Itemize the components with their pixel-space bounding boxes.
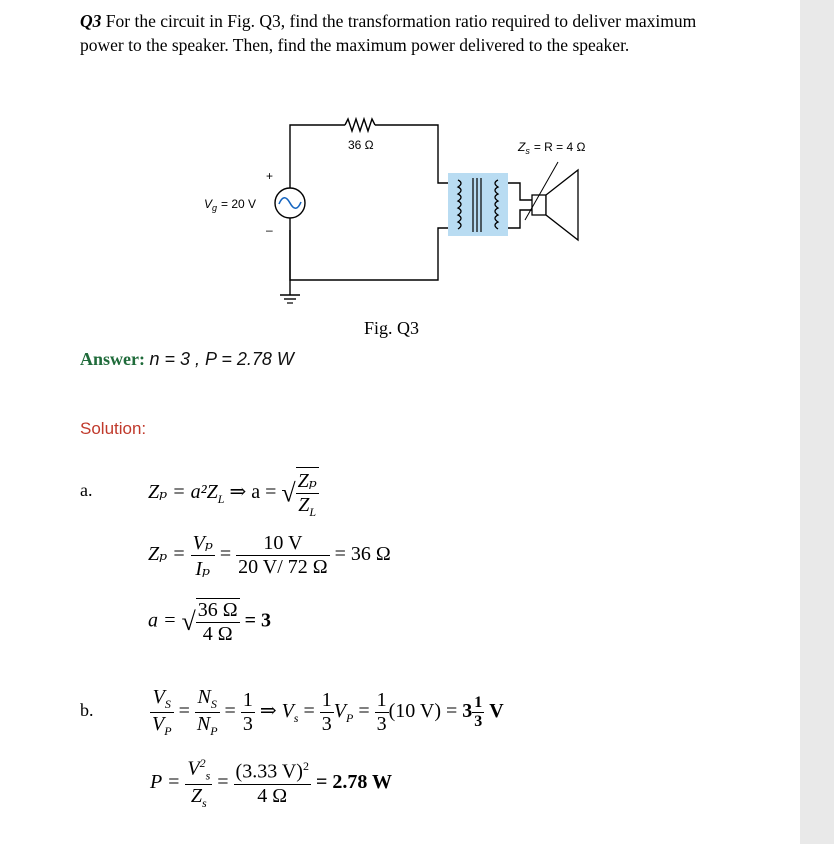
ground-icon (280, 295, 300, 303)
eq-a1-lhs: Zₚ = a²Z (148, 481, 218, 504)
eq-b2-num: V (187, 757, 200, 780)
eq-b1-f1nsub: S (164, 697, 171, 711)
eq-b2-numsub: s (205, 768, 211, 783)
source-value: = 20 V (221, 197, 257, 211)
question-label: Q3 (80, 11, 102, 31)
eq-a1-arrow: ⇒ a = (229, 481, 277, 504)
eq-b1-one-b: 1 (321, 689, 332, 711)
source-minus: – (266, 223, 273, 237)
eq-a1-lsub: L (217, 492, 225, 507)
speaker-icon (525, 162, 578, 240)
eq-a2-den1: Iₚ (195, 558, 211, 580)
resistor-label: 36 Ω (348, 138, 374, 152)
eq-b1-vs: s (293, 711, 299, 726)
source-label: V (204, 197, 213, 211)
eq-b1-arrow: ⇒ V (259, 700, 294, 723)
eq-a2: Zₚ = $\frac{\text{Vₚ}}{\text{Iₚ}}$ = $\frac{10 V}{20 V/ 72 \Omega}$ = 36 Ω (148, 532, 391, 580)
eq-b1-f2nsub: S (210, 697, 217, 711)
eq-b1-vp: V (333, 700, 346, 723)
eq-a3-num: 36 Ω (197, 599, 238, 621)
eq-a2-lhs: Zₚ = (148, 543, 186, 566)
load-label: Z (518, 140, 526, 154)
eq-b1-f2d: N (196, 713, 211, 735)
solution-title: Solution: (80, 419, 147, 438)
eq-b1-tenv: (10 V) = (388, 700, 458, 723)
eq-a2-num2: 10 V (236, 532, 330, 556)
eq-a1: $Z_p = a^2Z_L$ ⇒ a = √ $\frac{\text{Zₚ}}{Z_L}$ (148, 467, 319, 520)
eq-b2-densub: s (202, 795, 207, 810)
eq-b2-result: = 2.78 W (315, 770, 392, 793)
eq-b2-den2: 4 Ω (257, 784, 288, 807)
eq-b1-f1n: V (152, 686, 165, 708)
eq-a3-result: = 3 (244, 609, 272, 632)
eq-a1-den: Z (298, 494, 310, 516)
load-value: = R = 4 Ω (533, 140, 586, 154)
eq-b1-f2dsub: P (210, 724, 218, 738)
eq-b1-three-a: 3 (242, 713, 253, 735)
resistor (345, 119, 375, 131)
bottom-wire (290, 228, 450, 280)
eq-b1-f1dsub: P (164, 724, 172, 738)
question-text (80, 9, 720, 57)
eq-b1: $\frac{V_S}{V_P}$ = $\frac{N_S}{N_P}$ = $\frac{1}{3}$ ⇒ $V_s$ = $\frac{1}{3}$ $V_P$ = $\frac{1}{3}$ (10 V) = 3 $\frac{1}{3}$ V (152, 686, 504, 738)
eq-a3-den: 4 Ω (202, 623, 233, 645)
eq-b1-three-d: 3 (474, 713, 483, 730)
eq-b1-f2n: N (197, 686, 211, 708)
top-left-wire (290, 125, 345, 155)
eq-b1-three-c: 3 (376, 713, 387, 735)
eq-b2-den: Z (190, 784, 203, 807)
answer-line (80, 349, 294, 370)
svg-text:Vg= 20 V (204, 197, 256, 213)
answer-text: n = 3 , P = 2.78 W (149, 349, 294, 369)
circuit-figure (180, 110, 620, 340)
eq-a2-den2: 20 V/ 72 Ω (238, 556, 328, 578)
eq-b1-one-c: 1 (376, 689, 387, 711)
top-right-wire (375, 125, 450, 183)
eq-b1-one-d: 1 (474, 694, 483, 711)
source-sub: g (212, 203, 218, 213)
eq-a1-densub: L (309, 505, 317, 519)
page-gutter (800, 0, 834, 844)
eq-b1-f1d: V (152, 713, 165, 735)
eq-b2: P = $\frac{V^2_s}{Z_s}$ = $\frac{(3.33 V)^2}{4 \Omega}$ = 2.78 W (150, 756, 392, 810)
eq-b1-vpsub: P (345, 711, 354, 726)
question-body: For the circuit in Fig. Q3, find the transformation ratio required to deliver maximum power to the speaker. Then, find the maximum power delivered to the speaker. (80, 11, 697, 55)
eq-a2-result: = 36 Ω (334, 543, 391, 566)
eq-b2-num2: (3.33 V) (235, 760, 303, 783)
load-sub: s (525, 146, 530, 156)
eq-b1-unit: V (489, 700, 504, 723)
svg-text:Zs= R = 4 Ω (517, 140, 586, 156)
eq-b1-three-b: 3 (321, 713, 332, 735)
part-b-label: b. (80, 700, 94, 720)
eq-b1-result: 3 (462, 700, 473, 723)
source-plus: + (266, 169, 274, 183)
eq-b1-one-a: 1 (242, 689, 253, 711)
answer-label: Answer: (80, 349, 145, 369)
figure-caption: Fig. Q3 (364, 318, 420, 338)
eq-a1-num: Zₚ (297, 470, 317, 492)
part-a-label: a. (80, 480, 93, 500)
eq-a3: a = √ $\frac{36 \Omega}{4 \Omega}$ = 3 (148, 599, 272, 645)
eq-a3-lhs: a = (148, 609, 177, 632)
eq-a2-num1: Vₚ (192, 532, 213, 554)
eq-b2-lhs: P = (150, 770, 181, 793)
transformer-icon (448, 173, 508, 236)
